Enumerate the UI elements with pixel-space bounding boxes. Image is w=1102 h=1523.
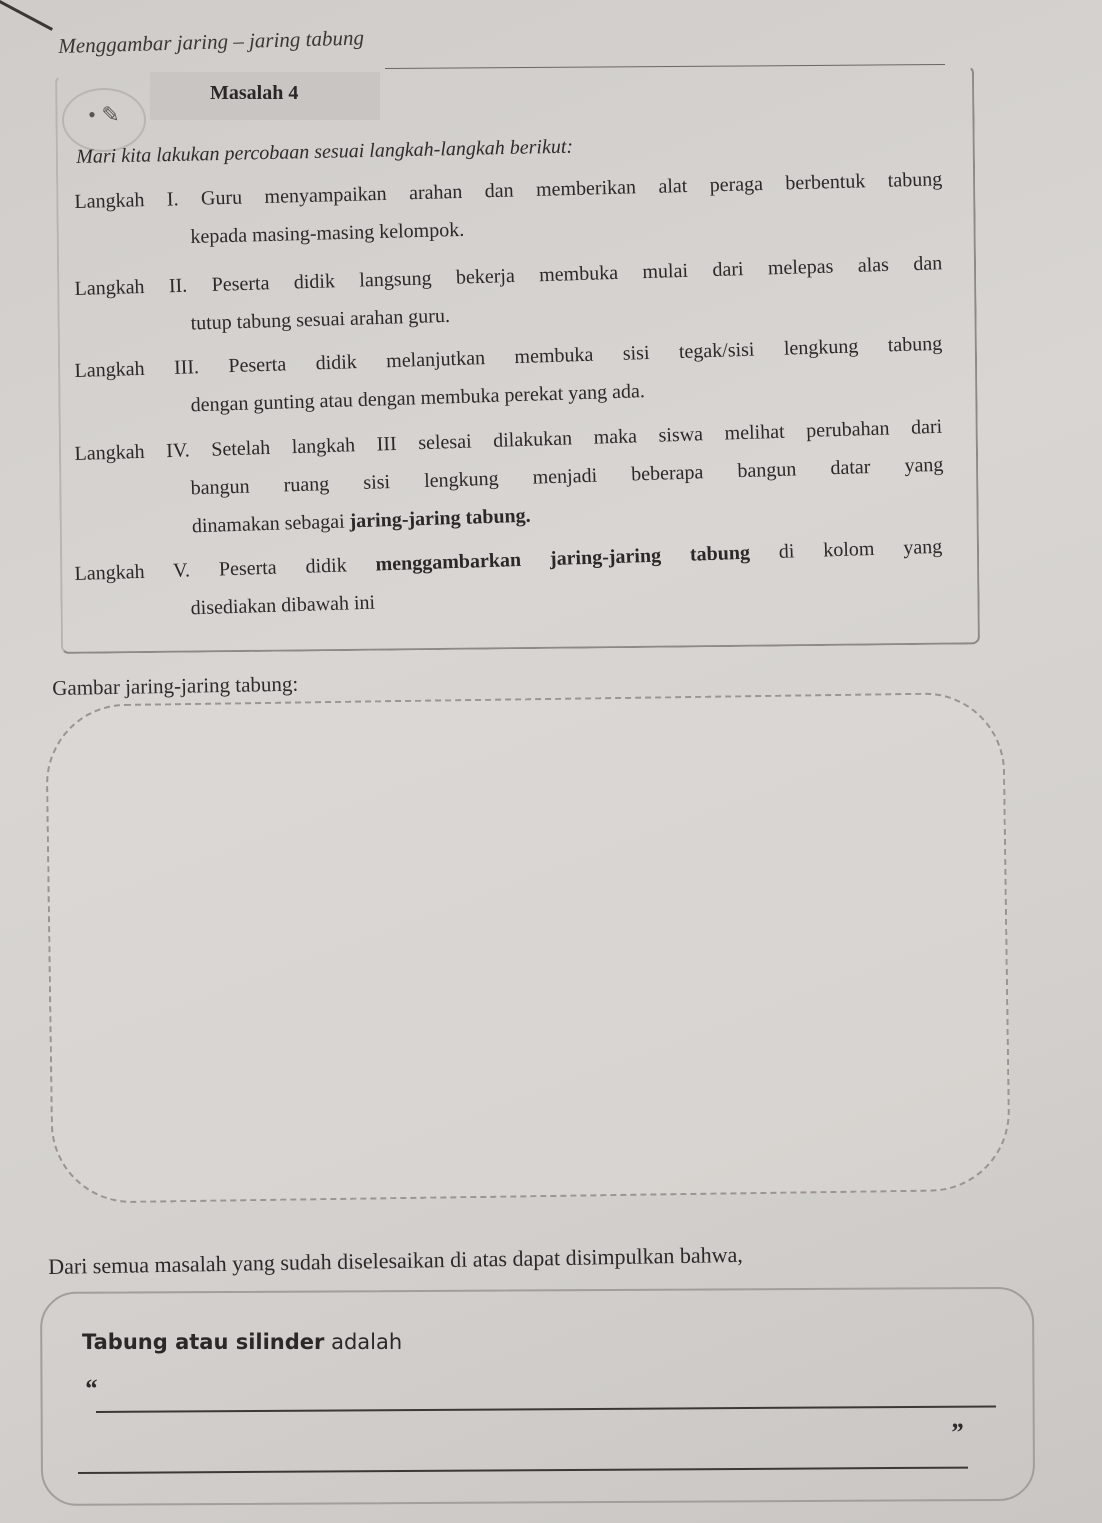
step-label: Langkah II. [74,274,188,300]
step-label: Langkah IV. [74,439,191,465]
conclusion-lead: Dari semua masalah yang sudah diselesaikan di atas dapat disimpulkan bahwa, [48,1241,743,1279]
step-text: Peserta didik langsung bekerja membuka mulai dari melepas alas dan [211,252,943,296]
definition-rest: adalah [331,1330,403,1354]
step-text: dengan gunting atau dengan membuka perekat yang ada. [190,380,646,417]
step-label: Langkah V. [74,559,191,585]
step-text: kepada masing-masing kelompok. [190,218,465,248]
step-text: di kolom yang [778,535,943,563]
definition-term: Tabung atau silinder [82,1330,325,1354]
masalah-intro: Mari kita lakukan percobaan sesuai langkah-langkah berikut: [76,135,574,168]
masalah-title: Masalah 4 [210,82,299,104]
step-text: Setelah langkah III selesai dilakukan maka siswa melihat perubahan dari [210,415,943,461]
pencil-emblem-icon: • ✎ [62,88,146,152]
step-text: disediakan dibawah ini [190,591,376,620]
close-quote: ” [950,1418,963,1447]
drawing-label: Gambar jaring-jaring tabung: [52,671,299,700]
page-header: Menggambar jaring – jaring tabung [58,25,365,58]
step-label: Langkah III. [74,356,200,382]
step-text: Peserta didik [218,554,347,581]
step-text: Peserta didik melanjutkan membuka sisi tegak/sisi lengkung tabung [228,332,943,378]
corner-mark [0,0,53,48]
step-text: bangun ruang sisi lengkung menjadi beberapa bangun datar yang [190,453,944,500]
definition-prompt [82,1330,402,1354]
step-text: Guru menyampaikan arahan dan memberikan alat peraga berbentuk tabung [200,168,943,210]
step-label: Langkah I. [74,188,179,213]
drawing-area[interactable] [45,692,1011,1204]
step-text: dinamakan sebagai [191,510,345,538]
open-quote: “ [84,1374,97,1403]
step-text: tutup tabung sesuai arahan guru. [190,304,451,335]
step-emphasis: menggambarkan jaring-jaring tabung [375,541,751,576]
step-emphasis: jaring-jaring tabung. [349,504,531,533]
